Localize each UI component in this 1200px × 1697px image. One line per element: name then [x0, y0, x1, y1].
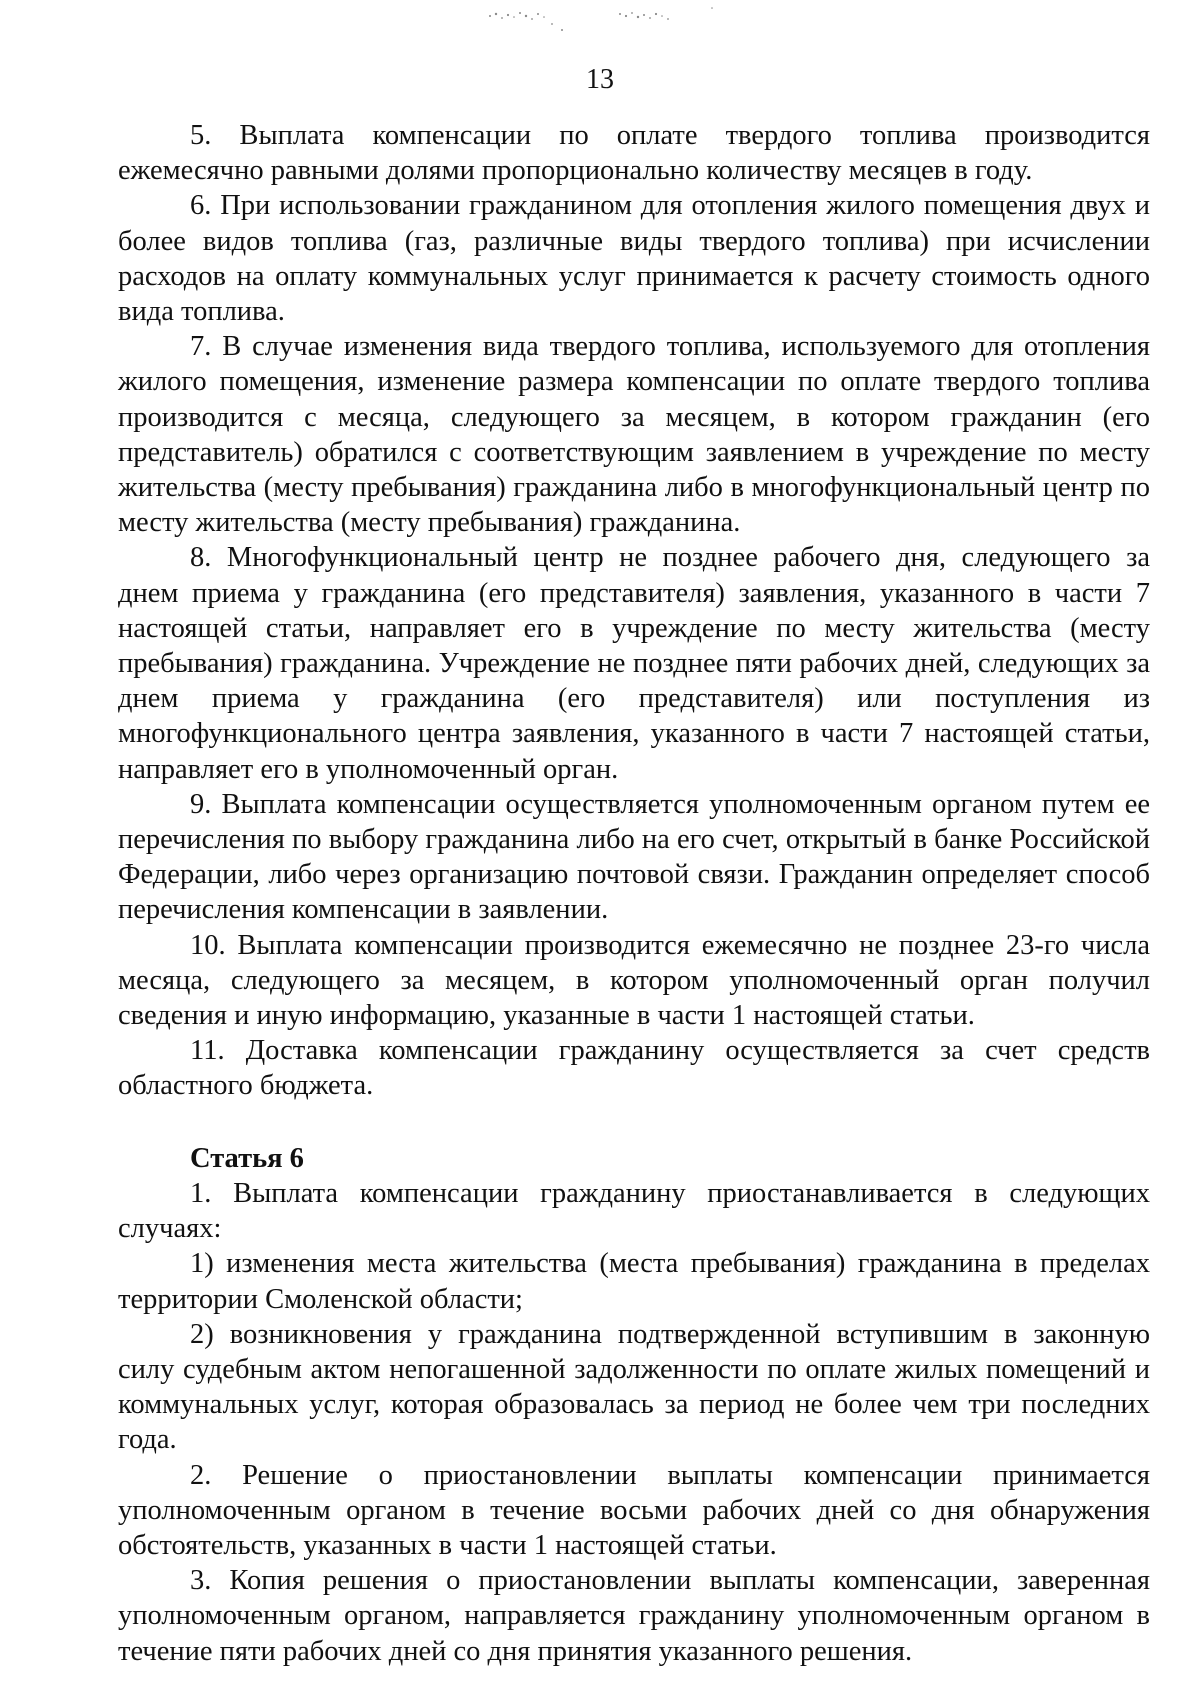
- paragraph-6: 6. При использовании гражданином для отопления жилого помещения двух и более видов топлива (газ, различные виды твердого топлива) при исчислении расходов на оплату коммунальных услуг принимается к расчету стоимость одного вида топлива.: [118, 190, 1150, 328]
- paragraph-7: 7. В случае изменения вида твердого топлива, используемого для отопления жилого помещения, изменение размера компенсации по оплате твердого топлива производится с месяца, следующего за месяцем, в котором гражданин (его представитель) обратился с соответствующим заявлением в учреждение по месту жительства (месту пребывания) гражданина либо в многофункциональный центр по месту жительства (месту пребывания) гражданина.: [118, 331, 1150, 539]
- page-number: 13: [586, 64, 614, 95]
- article-subitem-1: 1) изменения места жительства (места пребывания) гражданина в пределах территории Смоленской области;: [118, 1248, 1150, 1315]
- article-paragraph-1: 1. Выплата компенсации гражданину приостанавливается в следующих случаях:: [118, 1177, 1150, 1245]
- document-body: [118, 118, 1150, 1669]
- paragraph-8: 8. Многофункциональный центр не позднее рабочего дня, следующего за днем приема у гражданина (его представителя) заявления, указанного в части 7 настоящей статьи, направляет его в учреждение по месту жительства (месту пребывания) гражданина. Учреждение не позднее пяти рабочих дней, следующих за днем приема у гражданина (его представителя) или поступления из многофункционального центра заявления, указанного в части 7 настоящей статьи, направляет его в уполномоченный орган.: [118, 542, 1150, 785]
- scan-noise-marks: [480, 4, 720, 40]
- paragraph-10: 10. Выплата компенсации производится ежемесячно не позднее 23-го числа месяца, следующего за месяцем, в котором уполномоченный орган получил сведения и иную информацию, указанные в части 1 настоящей статьи.: [118, 929, 1150, 1032]
- paragraph-9: 9. Выплата компенсации осуществляется уполномоченным органом путем ее перечисления по выбору гражданина либо на его счет, открытый в банке Российской Федерации, либо через организацию почтовой связи. Гражданин определяет способ перечисления компенсации в заявлении.: [118, 788, 1150, 926]
- article-paragraph-2: 2. Решение о приостановлении выплаты компенсации принимается уполномоченным органом в течение восьми рабочих дней со дня обнаружения обстоятельств, указанных в части 1 настоящей статьи.: [118, 1459, 1150, 1561]
- paragraph-5: 5. Выплата компенсации по оплате твердого топлива производится ежемесячно равными долями пропорционально количеству месяцев в году.: [118, 120, 1150, 187]
- paragraph-11: 11. Доставка компенсации гражданину осуществляется за счет средств областного бюджета.: [118, 1035, 1150, 1102]
- article-heading: Статья 6: [190, 1142, 304, 1174]
- article-subitem-2: 2) возникновения у гражданина подтвержденной вступившим в законную силу судебным актом непогашенной задолженности по оплате жилых помещений и коммунальных услуг, которая образовалась за период не более чем три последних года.: [118, 1318, 1150, 1456]
- article-paragraph-3: 3. Копия решения о приостановлении выплаты компенсации, заверенная уполномоченным органом, направляется гражданину уполномоченным органом в течение пяти рабочих дней со дня принятия указанного решения.: [118, 1565, 1150, 1667]
